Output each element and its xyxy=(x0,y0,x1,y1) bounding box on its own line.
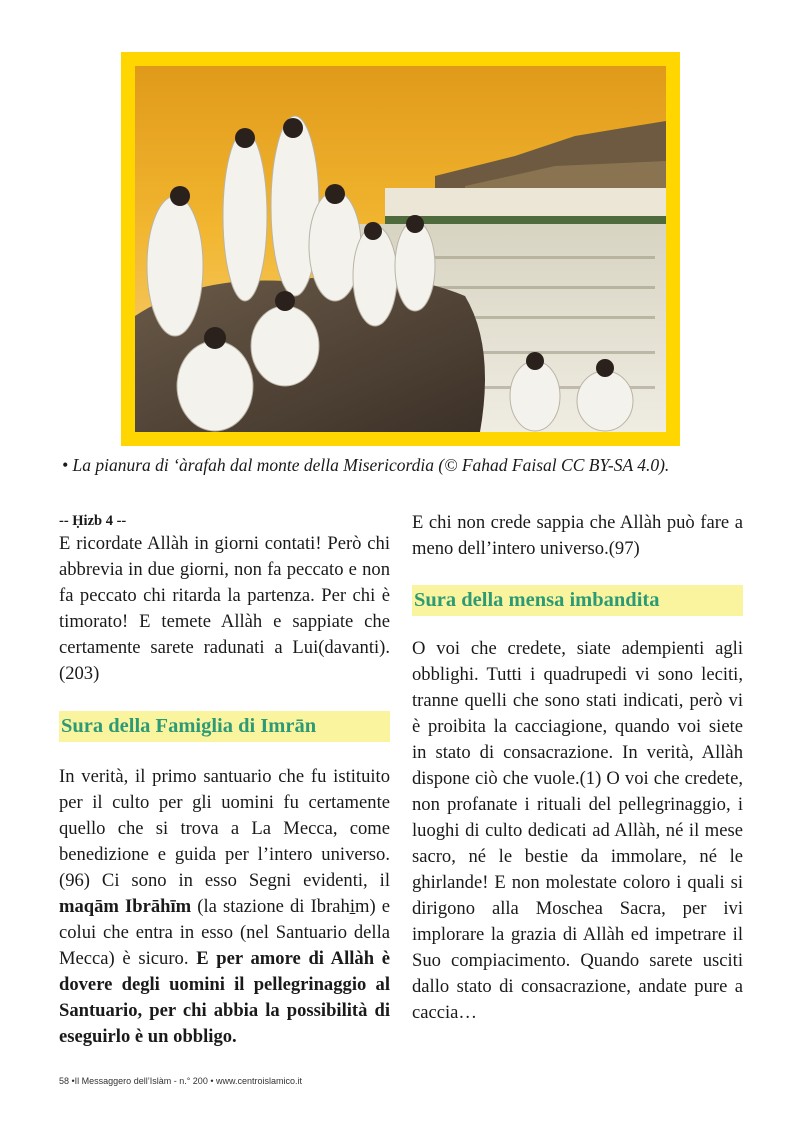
verse-paragraph: E ricordate Allàh in giorni contati! Però chi abbrevia in due giorni, non fa peccato e non fa peccato chi ritarda la partenza. Per chi è timorato! E temete Allàh e sappiate che certamente sarete radunati a Lui(davanti). (203) xyxy=(59,533,390,684)
right-column xyxy=(412,510,743,1026)
bold-term: maqām Ibrāhīm xyxy=(59,896,192,917)
photo-illustration xyxy=(135,66,666,432)
photo-frame xyxy=(121,52,680,446)
hizb-label: -- Ḥizb 4 -- xyxy=(59,513,127,529)
photo-pilgrims-arafah xyxy=(135,66,666,432)
verse-paragraph xyxy=(59,764,390,1050)
bold-emphasis: E per amore di Allàh è dovere degli uomini il pellegrinaggio al Santuario, per chi abbia la possibilità di eseguirlo è un obbligo. xyxy=(59,948,390,1047)
section-heading: Sura della mensa imbandita xyxy=(412,585,743,616)
verse-paragraph: E chi non crede sappia che Allàh può fare a meno dell’intero universo.(97) xyxy=(412,512,743,559)
page-footer: 58 •Il Messaggero dell’Islàm - n.° 200 • www.centroislamico.it xyxy=(59,1076,302,1086)
section-heading: Sura della Famiglia di Imrān xyxy=(59,711,390,742)
left-column xyxy=(59,510,390,1050)
photo-caption: • La pianura di ‘àrafah dal monte della Misericordia (© Fahad Faisal CC BY-SA 4.0). xyxy=(62,455,670,475)
text-run: (la stazione di Ibrahi̱m) e colui che entra in esso (nel Santuario della Mecca) è sicuro. xyxy=(59,896,391,969)
text-run: In verità, il primo santuario che fu istituito per il culto per gli uomini fu certamente quello che si trova a La Mecca, come benedizione e guida per l’intero universo.(96) Ci sono in esso Segni evidenti, il xyxy=(59,766,390,891)
verse-paragraph: O voi che credete, siate adempienti agli obblighi. Tutti i quadrupedi vi sono leciti, tranne quelli che sono stati indicati, però vi è proibita la cacciagione, quando voi siete in stato di consacrazione. In verità, Allàh dispone ciò che vuole.(1) O voi che credete, non profanate i rituali del pellegrinaggio, i luoghi di culto dedicati ad Allàh, né il mese sacro, né le bestie da immolare, né le ghirlande! E non molestate coloro i quali si dirigono alla Moschea Sacra, per ivi implorare la grazia di Allàh ed impetrare il Suo compiacimento. Quando sarete usciti dallo stato di consacrazione, andate pure a caccia… xyxy=(412,638,743,1023)
